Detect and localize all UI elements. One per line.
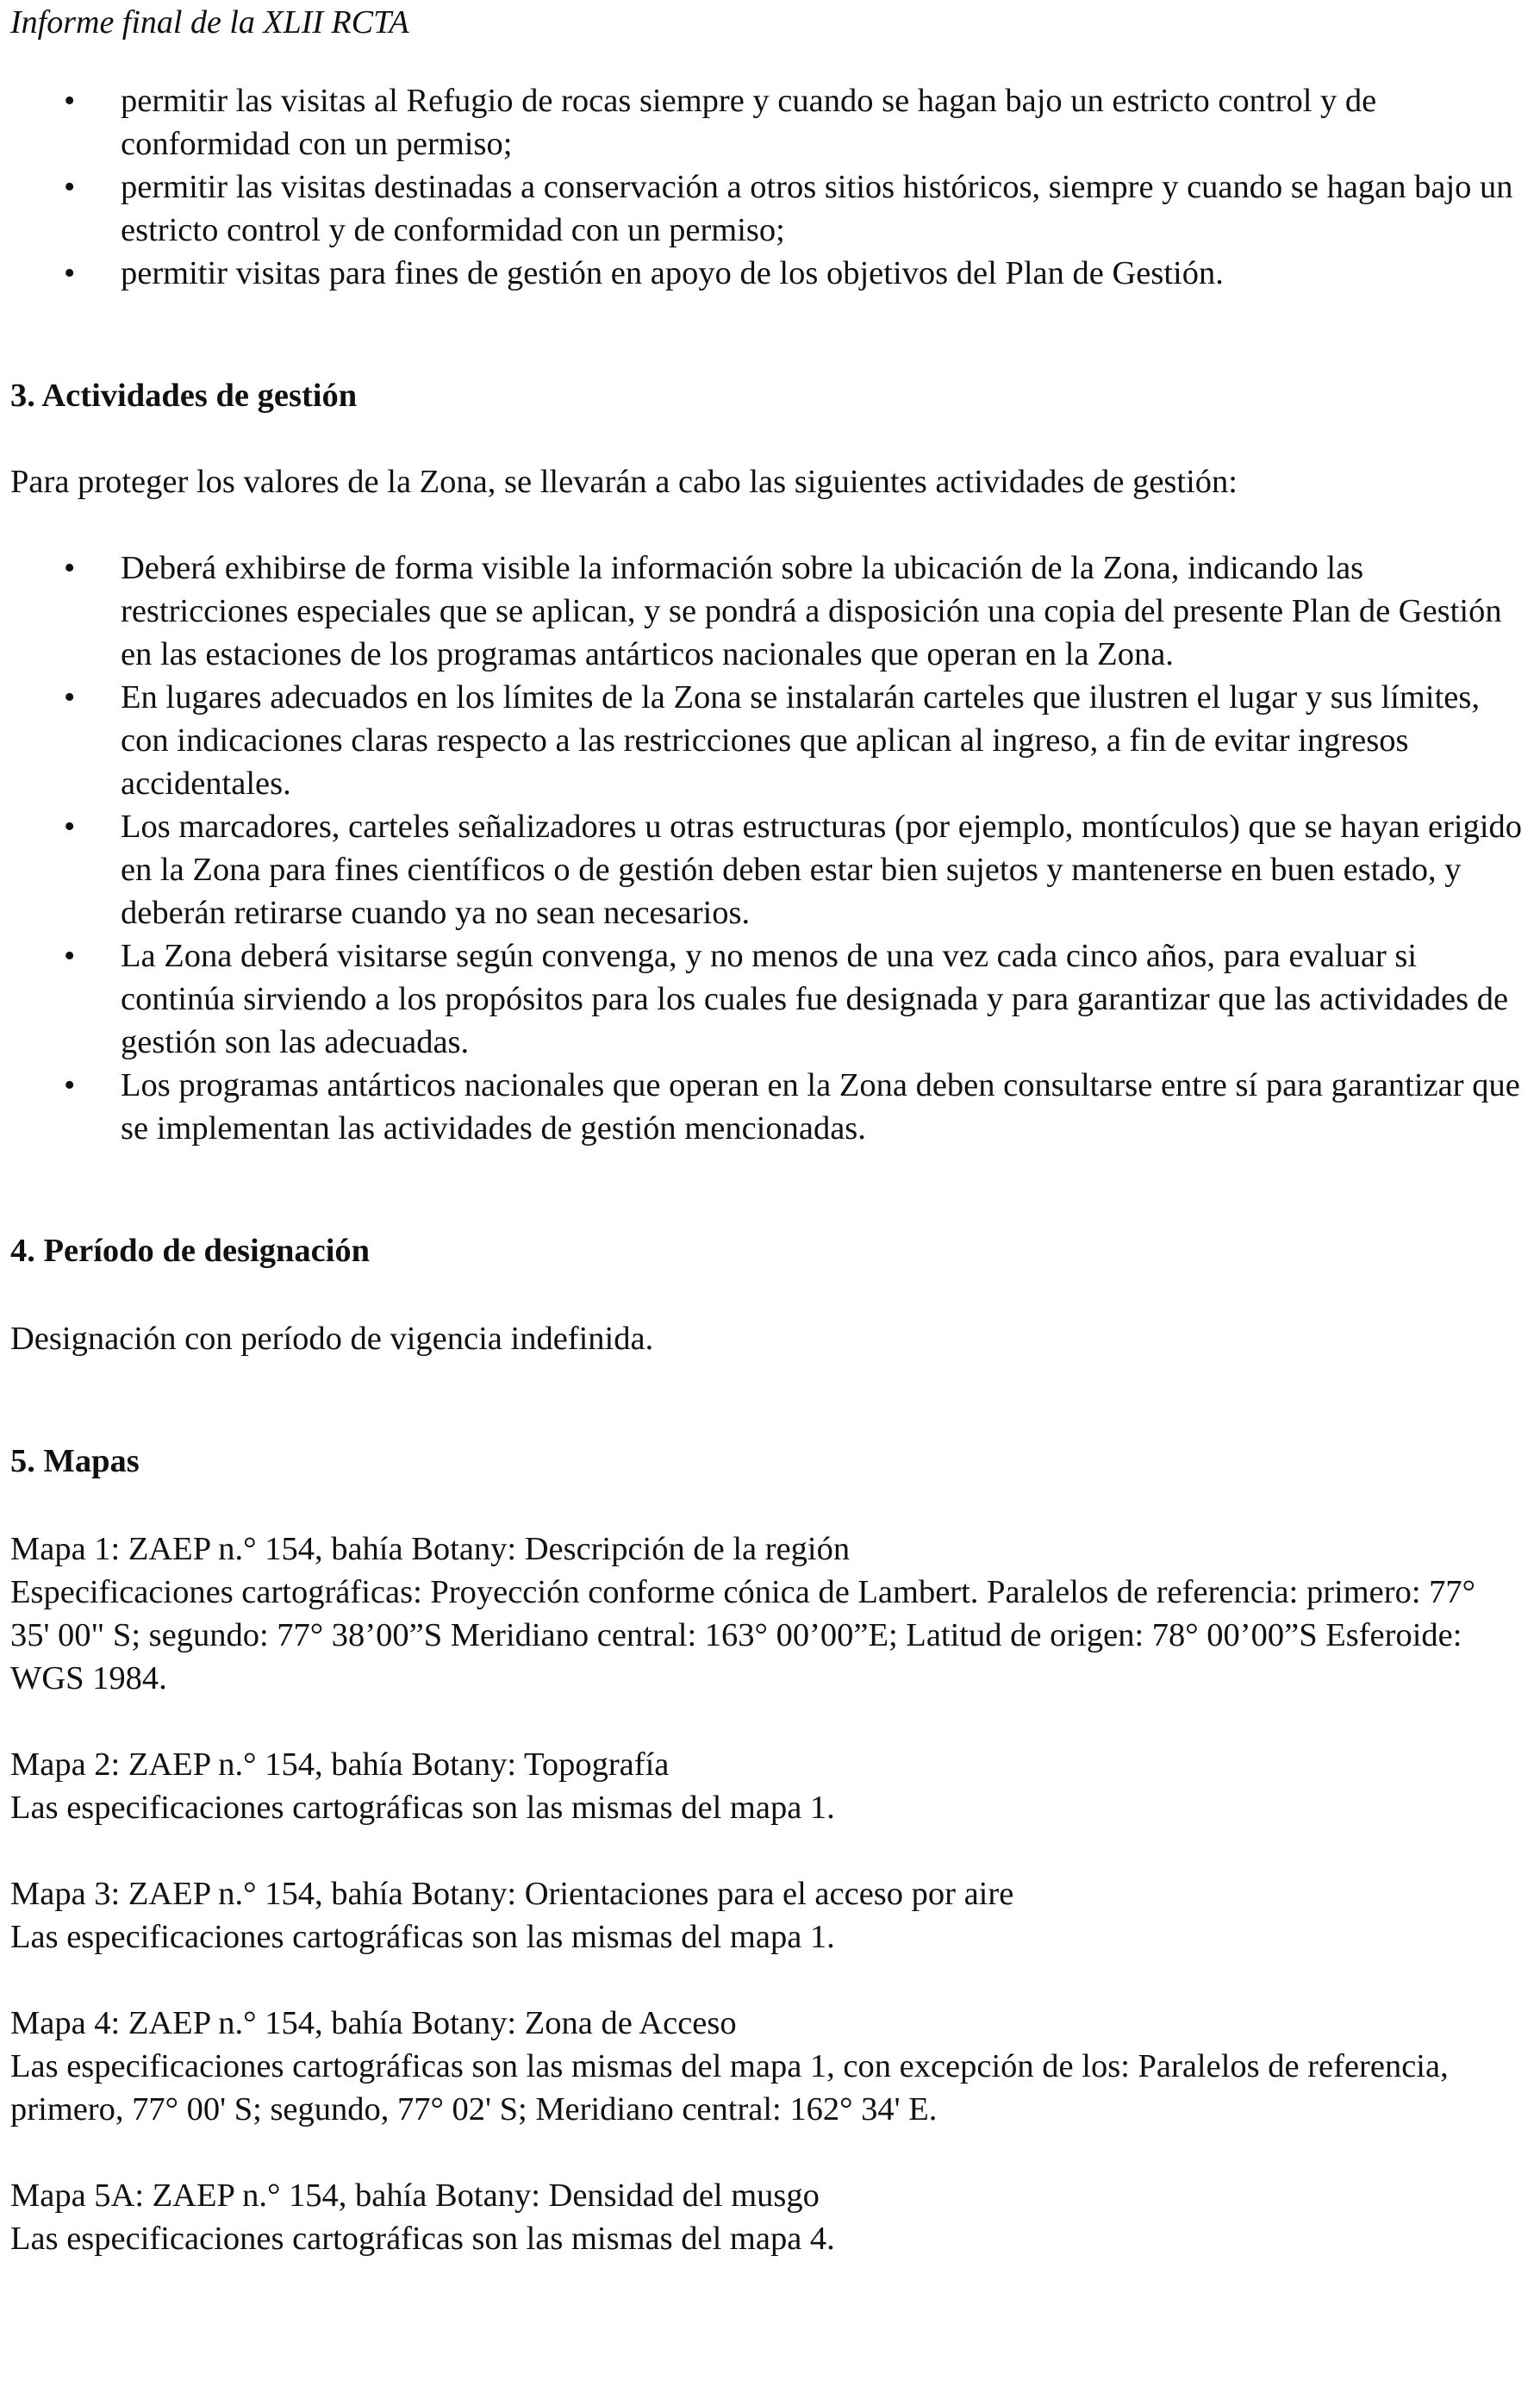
map-spec: Las especificaciones cartográficas son las mismas del mapa 1. <box>10 1790 835 1826</box>
activities-bullet-list <box>10 547 1523 1150</box>
map-entry <box>10 2002 1523 2131</box>
list-item: • permitir visitas para fines de gestión en apoyo de los objetivos del Plan de Gestión. <box>10 252 1523 295</box>
map-title: Mapa 5A: ZAEP n.° 154, bahía Botany: Densidad del musgo <box>10 2177 820 2214</box>
list-item: • Deberá exhibirse de forma visible la información sobre la ubicación de la Zona, indicando las restricciones especiales que se aplican, y se pondrá a disposición una copia del presente Plan de Gestión en las estaciones de los programas antárticos nacionales que operan en la Zona. <box>10 547 1523 676</box>
map-spec: Especificaciones cartográficas: Proyección conforme cónica de Lambert. Paralelos de referencia: primero: 77° 35' 00" S; segundo: 77° 38’00”S Meridiano central: 163° 00’00”E; Latitud de origen: 78° 00’00”S Esferoide: WGS 1984. <box>10 1574 1476 1696</box>
map-title: Mapa 2: ZAEP n.° 154, bahía Botany: Topografía <box>10 1746 670 1783</box>
map-title: Mapa 4: ZAEP n.° 154, bahía Botany: Zona de Acceso <box>10 2005 737 2041</box>
map-spec: Las especificaciones cartográficas son las mismas del mapa 4. <box>10 2221 835 2257</box>
section-intro: Para proteger los valores de la Zona, se llevarán a cabo las siguientes actividades de gestión: <box>10 464 1238 500</box>
section-heading-maps: 5. Mapas <box>10 1443 140 1479</box>
intro-bullet-list <box>10 79 1523 295</box>
map-title: Mapa 3: ZAEP n.° 154, bahía Botany: Orientaciones para el acceso por aire <box>10 1876 1014 1912</box>
list-item: • Los marcadores, carteles señalizadores u otras estructuras (por ejemplo, montículos) que se hayan erigido en la Zona para fines científicos o de gestión deben estar bien sujetos y mantenerse en buen estado, y deberán retirarse cuando ya no sean necesarios. <box>10 805 1523 934</box>
section-heading-designation: 4. Período de designación <box>10 1233 371 1269</box>
list-item: • permitir las visitas al Refugio de rocas siempre y cuando se hagan bajo un estricto control y de conformidad con un permiso; <box>10 79 1523 166</box>
section-heading-activities: 3. Actividades de gestión <box>10 378 358 414</box>
map-entry <box>10 1528 1523 1700</box>
map-spec: Las especificaciones cartográficas son las mismas del mapa 1. <box>10 1919 835 1955</box>
document-body <box>10 79 1523 2260</box>
map-spec: Las especificaciones cartográficas son las mismas del mapa 1, con excepción de los: Paralelos de referencia, primero, 77° 00' S; segundo, 77° 02' S; Meridiano central: 162° 34' E. <box>10 2048 1449 2127</box>
designation-text: Designación con período de vigencia indefinida. <box>10 1321 654 1357</box>
list-item: • La Zona deberá visitarse según convenga, y no menos de una vez cada cinco años, para evaluar si continúa sirviendo a los propósitos para los cuales fue designada y para garantizar que las actividades de gestión son las adecuadas. <box>10 934 1523 1064</box>
map-title: Mapa 1: ZAEP n.° 154, bahía Botany: Descripción de la región <box>10 1531 851 1567</box>
map-entry <box>10 1872 1523 1959</box>
map-entry <box>10 2174 1523 2260</box>
list-item: • Los programas antárticos nacionales que operan en la Zona deben consultarse entre sí para garantizar que se implementan las actividades de gestión mencionadas. <box>10 1064 1523 1150</box>
map-entry <box>10 1743 1523 1829</box>
list-item: • permitir las visitas destinadas a conservación a otros sitios históricos, siempre y cuando se hagan bajo un estricto control y de conformidad con un permiso; <box>10 166 1523 252</box>
list-item: • En lugares adecuados en los límites de la Zona se instalarán carteles que ilustren el lugar y sus límites, con indicaciones claras respecto a las restricciones que aplican al ingreso, a fin de evitar ingresos accidentales. <box>10 676 1523 805</box>
running-header: Informe final de la XLII RCTA <box>10 4 409 41</box>
